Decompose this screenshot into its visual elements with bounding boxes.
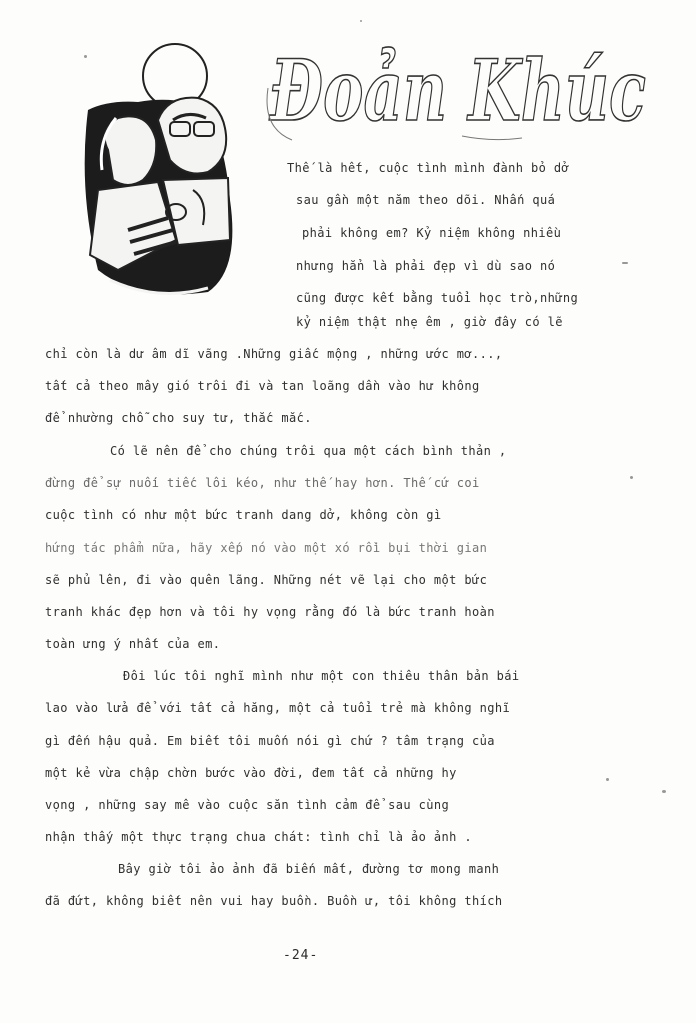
text-line: Đôi lúc tôi nghĩ mình như một con thiêu thân bản bái <box>123 669 520 683</box>
couple-illustration <box>58 40 248 310</box>
text-line: tất cả theo mây gió trôi đi và tan loãng dần vào hư không <box>45 379 480 393</box>
text-line: sẽ phủ lên, đi vào quên lãng. Những nét vẽ lại cho một bức <box>45 573 488 587</box>
text-line: sau gần một năm theo dõi. Nhấn quá <box>296 193 556 207</box>
text-line: đã đứt, không biết nên vui hay buồn. Buồn ư, tôi không thích <box>45 894 503 908</box>
text-line: phải không em? Kỷ niệm không nhiều <box>302 226 562 240</box>
text-line: nhận thấy một thực trạng chua chát: tình chỉ là ảo ảnh . <box>45 830 472 844</box>
scan-speck <box>662 790 666 793</box>
text-line: lao vào lửa để với tất cả hăng, một cả tuổi trẻ mà không nghĩ <box>45 701 511 715</box>
text-line: một kẻ vừa chập chờn bước vào đời, đem tất cả những hy <box>45 766 457 780</box>
scan-speck <box>606 778 609 781</box>
text-line: kỷ niệm thật nhẹ êm , giờ đây có lẽ <box>296 315 563 329</box>
scan-speck <box>360 20 362 22</box>
scan-speck <box>630 476 633 479</box>
text-line: hứng tác phẩm nữa, hãy xếp nó vào một xó rồi bụi thời gian <box>45 541 488 555</box>
text-line: cuộc tình có như một bức tranh dang dở, không còn gì <box>45 508 442 522</box>
text-line: để nhường chỗ cho suy tư, thắc mắc. <box>45 411 312 425</box>
text-line: cũng được kết bằng tuổi học trò,những <box>296 291 579 305</box>
title-text: Đoản Khúc <box>268 41 646 140</box>
scan-speck <box>622 262 628 264</box>
text-line: tranh khác đẹp hơn và tôi hy vọng rằng đó là bức tranh hoàn <box>45 605 495 619</box>
text-line: gì đến hậu quả. Em biết tôi muốn nói gì chứ ? tâm trạng của <box>45 734 495 748</box>
text-line: Thế là hết, cuộc tình mình đành bỏ dở <box>287 161 570 175</box>
text-line: nhưng hẳn là phải đẹp vì dù sao nó <box>296 259 556 273</box>
title-lettering <box>262 28 654 146</box>
text-line: vọng , những say mê vào cuộc săn tình cảm để sau cùng <box>45 798 450 812</box>
page-number: -24- <box>283 948 319 963</box>
text-line: Bây giờ tôi ảo ảnh đã biến mất, đường tơ mong manh <box>118 862 500 876</box>
text-line: chỉ còn là dư âm dĩ vãng .Những giấc mộng , những ước mơ..., <box>45 347 503 361</box>
text-line: Có lẽ nên để cho chúng trôi qua một cách bình thản , <box>110 444 507 458</box>
text-line: toàn ưng ý nhất của em. <box>45 637 221 651</box>
text-line: đừng để sự nuối tiếc lôi kéo, như thế hay hơn. Thế cứ coi <box>45 476 480 490</box>
